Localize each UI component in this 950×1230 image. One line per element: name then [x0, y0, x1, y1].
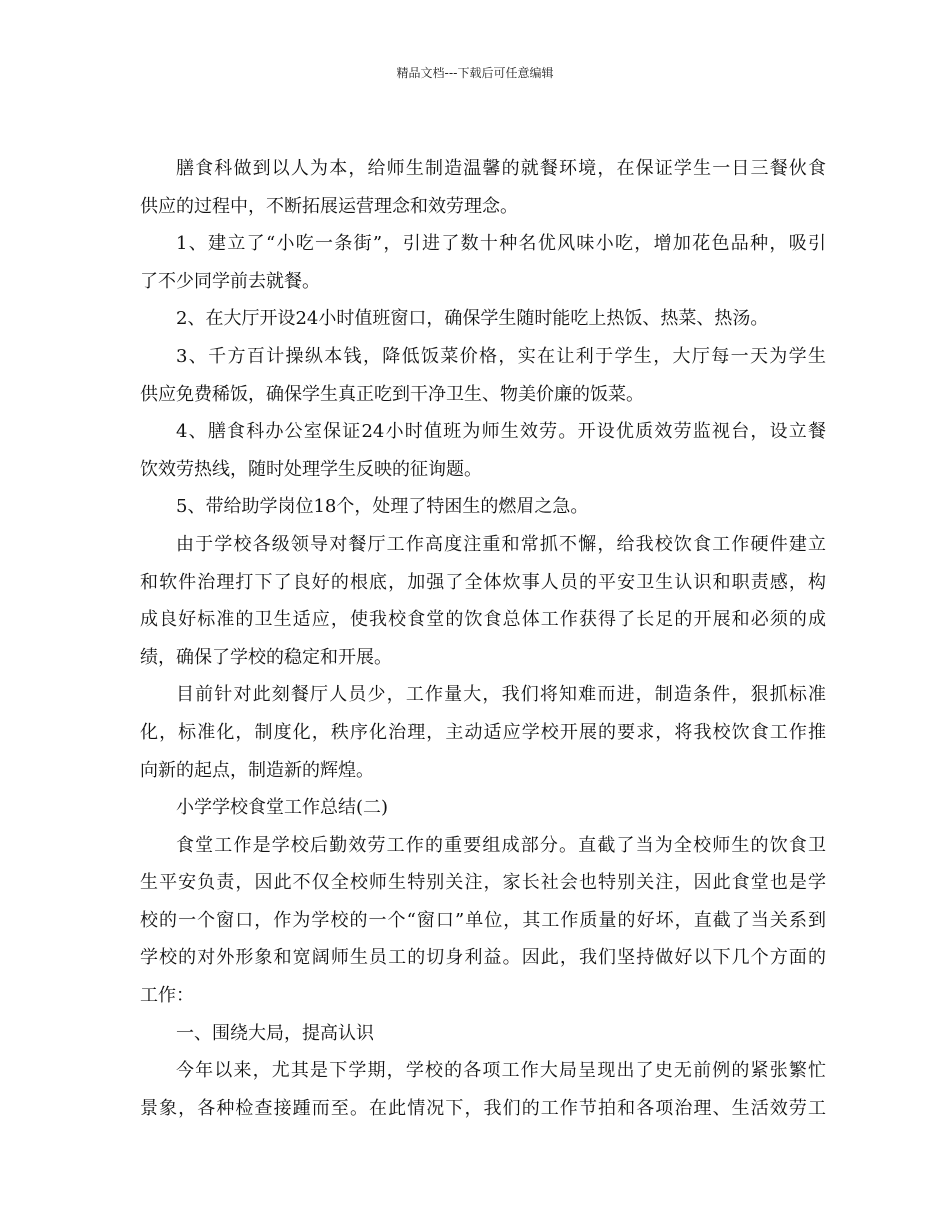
text-line: 生平安负责，因此不仅全校师生特别关注，家长社会也特别关注，因此食堂也是学	[140, 872, 826, 894]
paragraph	[140, 789, 826, 827]
page-header-watermark: 精品文档---下载后可任意编辑	[396, 66, 554, 80]
text-line: 由于学校各级领导对餐厅工作高度注重和常抓不懈，给我校饮食工作硬件建立	[176, 533, 826, 555]
text-line: 饮效劳热线，随时处理学生反映的征询题。	[140, 458, 482, 480]
text-line: 了不少同学前去就餐。	[140, 270, 320, 292]
paragraph	[140, 338, 826, 413]
text-line: 3、千方百计操纵本钱，降低饭菜价格，实在让利于学生，大厅每一天为学生	[176, 345, 826, 367]
text-line: 向新的起点，制造新的辉煌。	[140, 759, 374, 781]
text-line: 今年以来，尤其是下学期，学校的各项工作大局呈现出了史无前例的紧张繁忙	[176, 1060, 826, 1082]
text-line: 4、膳食科办公室保证24小时值班为师生效劳。开设优质效劳监视台，设立餐	[176, 421, 826, 443]
document-body	[140, 150, 826, 1127]
text-line: 2、在大厅开设24小时值班窗口，确保学生随时能吃上热饭、热菜、热汤。	[176, 308, 769, 330]
paragraph	[140, 225, 826, 300]
text-line: 和软件治理打下了良好的根底，加强了全体炊事人员的平安卫生认识和职责感，构	[140, 571, 826, 593]
text-line: 5、带给助学岗位18个，处理了特困生的燃眉之急。	[176, 496, 589, 518]
paragraph	[140, 676, 826, 789]
text-line: 食堂工作是学校后勤效劳工作的重要组成部分。直截了当为全校师生的饮食卫	[176, 834, 826, 856]
paragraph	[140, 150, 826, 225]
text-line: 小学学校食堂工作总结(二)	[176, 797, 389, 819]
text-line: 绩，确保了学校的稳定和开展。	[140, 646, 392, 668]
text-line: 学校的对外形象和宽阔师生员工的切身利益。因此，我们坚持做好以下几个方面的	[140, 947, 826, 969]
paragraph	[140, 488, 826, 526]
paragraph	[140, 300, 826, 338]
text-line: 供应免费稀饭，确保学生真正吃到干净卫生、物美价廉的饭菜。	[140, 383, 644, 405]
text-line: 1、建立了“小吃一条街”，引进了数十种名优风味小吃，增加花色品种，吸引	[176, 233, 826, 255]
text-line: 景象，各种检查接踵而至。在此情况下，我们的工作节拍和各项治理、生活效劳工	[140, 1097, 826, 1119]
text-line: 化，标准化，制度化，秩序化治理，主动适应学校开展的要求，将我校饮食工作推	[140, 721, 826, 743]
text-line: 成良好标准的卫生适应，使我校食堂的饮食总体工作获得了长足的开展和必须的成	[140, 609, 826, 631]
text-line: 校的一个窗口，作为学校的一个“窗口”单位，其工作质量的好坏，直截了当关系到	[140, 909, 826, 931]
paragraph	[140, 827, 826, 1015]
paragraph	[140, 1052, 826, 1127]
paragraph	[140, 1015, 826, 1053]
text-line: 一、围绕大局，提高认识	[176, 1022, 374, 1044]
text-line: 工作：	[140, 985, 194, 1007]
paragraph	[140, 413, 826, 488]
paragraph	[140, 526, 826, 676]
text-line: 膳食科做到以人为本，给师生制造温馨的就餐环境，在保证学生一日三餐伙食	[176, 158, 826, 179]
text-line: 供应的过程中，不断拓展运营理念和效劳理念。	[140, 195, 518, 217]
text-line: 目前针对此刻餐厅人员少，工作量大，我们将知难而进，制造条件，狠抓标准	[176, 684, 826, 706]
